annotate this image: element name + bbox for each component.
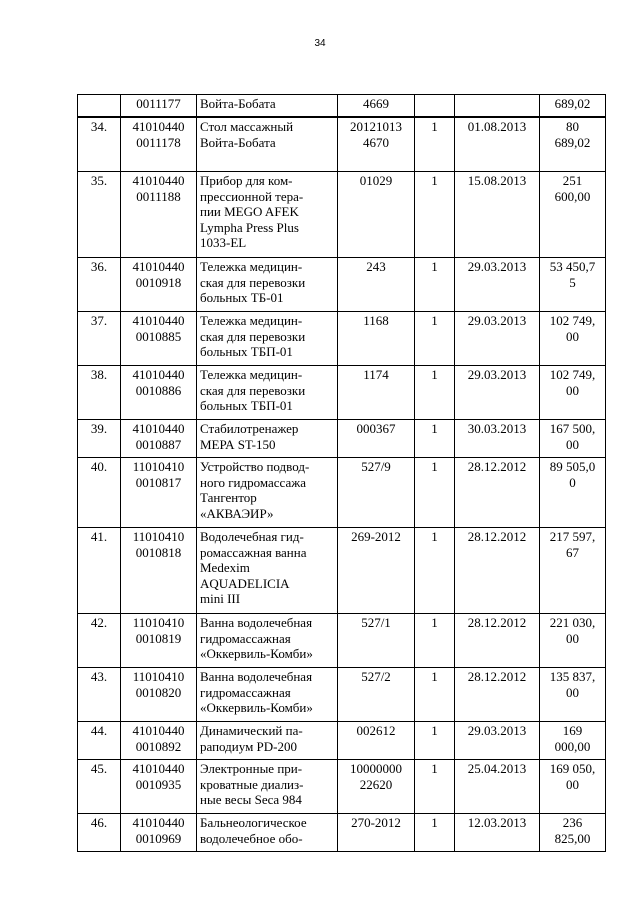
cell-price: 167 500, 00 [540,420,606,458]
cell-code: 41010440 0010886 [121,366,197,420]
cell-qty: 1 [415,366,455,420]
cell-price: 689,02 [540,95,606,118]
cell-date: 29.03.2013 [455,312,540,366]
cell-serial: 000367 [338,420,415,458]
cell-name: Устройство подвод- ного гидромассажа Тангентор «АКВАЭИР» [197,458,338,528]
cell-code: 41010440 0010935 [121,760,197,814]
cell-num [78,95,121,118]
cell-qty [415,95,455,118]
cell-price: 102 749, 00 [540,366,606,420]
cell-num: 42. [78,614,121,668]
cell-date: 28.12.2012 [455,458,540,528]
cell-qty: 1 [415,117,455,172]
cell-serial: 10000000 22620 [338,760,415,814]
cell-code: 41010440 0011188 [121,172,197,258]
cell-num: 34. [78,117,121,172]
cell-date: 28.12.2012 [455,668,540,722]
cell-name: Водолечебная гид- ромассажная ванна Medexim AQUADELICIA mini III [197,528,338,614]
cell-serial: 1168 [338,312,415,366]
table-row [78,814,606,852]
cell-num: 45. [78,760,121,814]
cell-price: 169 000,00 [540,722,606,760]
cell-date: 30.03.2013 [455,420,540,458]
table-row [78,117,606,172]
cell-price: 89 505,0 0 [540,458,606,528]
inventory-table [77,94,606,852]
table-row [78,722,606,760]
table-row [78,458,606,528]
cell-num: 40. [78,458,121,528]
cell-price: 221 030, 00 [540,614,606,668]
cell-serial: 243 [338,258,415,312]
cell-code: 11010410 0010818 [121,528,197,614]
cell-serial: 4669 [338,95,415,118]
cell-date: 29.03.2013 [455,258,540,312]
cell-serial: 269-2012 [338,528,415,614]
cell-name: Ванна водолечебная гидромассажная «Оккервиль-Комби» [197,614,338,668]
cell-name: Динамический па- раподиум PD-200 [197,722,338,760]
cell-code: 41010440 0010885 [121,312,197,366]
cell-code: 41010440 0010892 [121,722,197,760]
cell-price: 169 050, 00 [540,760,606,814]
cell-qty: 1 [415,258,455,312]
cell-name: Прибор для ком- прессионной тера- пии MEGO AFEK Lympha Press Plus 1033-EL [197,172,338,258]
cell-date: 01.08.2013 [455,117,540,172]
cell-date: 15.08.2013 [455,172,540,258]
cell-serial: 527/9 [338,458,415,528]
cell-num: 46. [78,814,121,852]
page-number: 34 [314,38,326,49]
cell-name: Ванна водолечебная гидромассажная «Оккервиль-Комби» [197,668,338,722]
cell-qty: 1 [415,760,455,814]
cell-qty: 1 [415,458,455,528]
cell-price: 236 825,00 [540,814,606,852]
cell-code: 0011177 [121,95,197,118]
cell-serial: 270-2012 [338,814,415,852]
cell-num: 36. [78,258,121,312]
cell-num: 43. [78,668,121,722]
cell-qty: 1 [415,528,455,614]
table-row [78,258,606,312]
cell-code: 41010440 0011178 [121,117,197,172]
cell-serial: 002612 [338,722,415,760]
cell-serial: 527/2 [338,668,415,722]
table-row [78,614,606,668]
cell-num: 35. [78,172,121,258]
cell-code: 41010440 0010887 [121,420,197,458]
cell-name: Бальнеологическое водолечебное обо- [197,814,338,852]
cell-qty: 1 [415,722,455,760]
cell-date: 12.03.2013 [455,814,540,852]
cell-price: 251 600,00 [540,172,606,258]
cell-name: Тележка медицин- ская для перевозки больных ТБП-01 [197,312,338,366]
cell-date: 28.12.2012 [455,528,540,614]
cell-code: 11010410 0010820 [121,668,197,722]
cell-code: 41010440 0010969 [121,814,197,852]
table-row [78,312,606,366]
cell-date: 29.03.2013 [455,366,540,420]
table-row [78,528,606,614]
cell-name: Стол массажный Войта-Бобата [197,117,338,172]
table-row [78,668,606,722]
cell-code: 11010410 0010817 [121,458,197,528]
cell-price: 80 689,02 [540,117,606,172]
cell-num: 44. [78,722,121,760]
cell-name: Электронные при- кроватные диализ- ные весы Seca 984 [197,760,338,814]
cell-date: 28.12.2012 [455,614,540,668]
cell-qty: 1 [415,668,455,722]
cell-serial: 1174 [338,366,415,420]
cell-serial: 527/1 [338,614,415,668]
table-row [78,95,606,118]
cell-num: 37. [78,312,121,366]
cell-qty: 1 [415,614,455,668]
table-row [78,366,606,420]
cell-name: Тележка медицин- ская для перевозки больных ТБП-01 [197,366,338,420]
cell-name: Стабилотренажер МЕРА ST-150 [197,420,338,458]
cell-serial: 01029 [338,172,415,258]
cell-price: 53 450,7 5 [540,258,606,312]
cell-code: 41010440 0010918 [121,258,197,312]
cell-qty: 1 [415,814,455,852]
cell-name: Тележка медицин- ская для перевозки больных ТБ-01 [197,258,338,312]
table-row [78,760,606,814]
cell-num: 39. [78,420,121,458]
cell-qty: 1 [415,312,455,366]
cell-date: 29.03.2013 [455,722,540,760]
table-row [78,172,606,258]
cell-num: 41. [78,528,121,614]
cell-code: 11010410 0010819 [121,614,197,668]
table-row [78,420,606,458]
cell-price: 135 837, 00 [540,668,606,722]
cell-name: Войта-Бобата [197,95,338,118]
cell-qty: 1 [415,172,455,258]
cell-price: 217 597, 67 [540,528,606,614]
cell-date: 25.04.2013 [455,760,540,814]
cell-serial: 20121013 4670 [338,117,415,172]
cell-price: 102 749, 00 [540,312,606,366]
cell-num: 38. [78,366,121,420]
cell-date [455,95,540,118]
cell-qty: 1 [415,420,455,458]
